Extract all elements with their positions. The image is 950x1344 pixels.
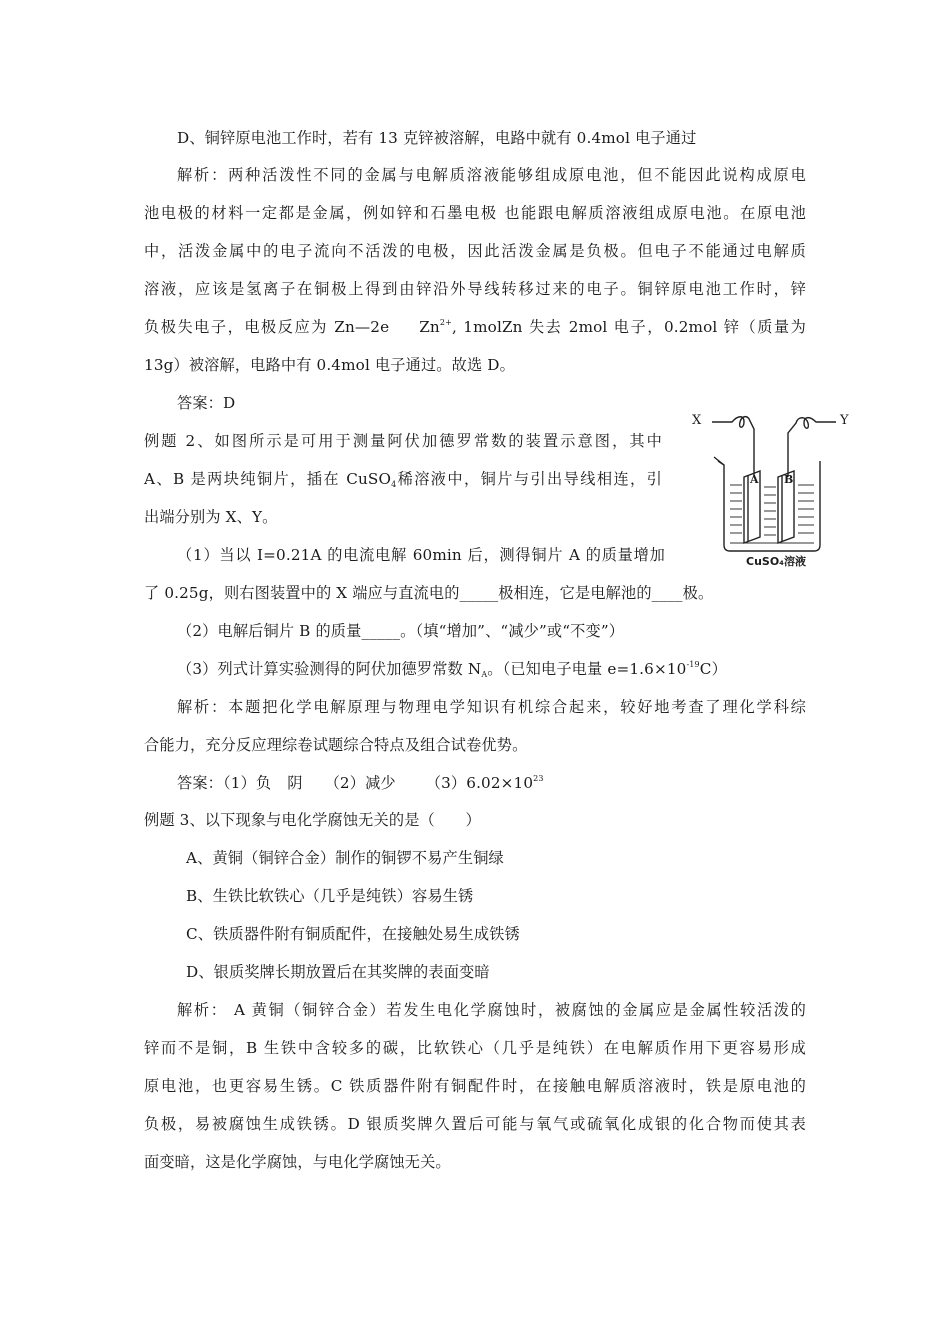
analysis-line: 解析：两种活泼性不同的金属与电解质溶液能够组成原电池，但不能因此说构成原电 bbox=[177, 166, 806, 184]
solution-caption: CuSO₄溶液 bbox=[746, 555, 806, 568]
superscript: 23 bbox=[533, 774, 544, 783]
analysis-line: 合能力，充分反应理综卷试题综合特点及组合试卷优势。 bbox=[144, 736, 528, 754]
option-b: B、生铁比软铁心（几乎是纯铁）容易生锈 bbox=[186, 887, 474, 905]
example-2-title: 例题 2、如图所示是可用于测量阿伏加德罗常数的装置示意图，其中 bbox=[144, 432, 662, 450]
text-seg: （3）6.02×10 bbox=[425, 774, 534, 792]
analysis-line: 负极，易被腐蚀生成铁锈。D 银质奖牌久置后可能与氧气或硫氧化成银的化合物而使其表 bbox=[144, 1115, 806, 1133]
example-3-title: 例题 3、以下现象与电化学腐蚀无关的是（ ） bbox=[144, 811, 481, 829]
text-seg: 阴 bbox=[287, 774, 303, 792]
option-d-line: D、铜锌原电池工作时，若有 13 克锌被溶解，电路中就有 0.4mol 电子通过 bbox=[177, 129, 697, 147]
analysis-line: 中，活泼金属中的电子流向不活泼的电极，因此活泼金属是负极。但电子不能通过电解质 bbox=[144, 242, 806, 260]
option-c: C、铁质器件附有铜质配件，在接触处易生成铁锈 bbox=[186, 925, 520, 943]
option-a: A、黄铜（铜锌合金）制作的铜锣不易产生铜绿 bbox=[186, 849, 504, 867]
subscript: A bbox=[481, 670, 488, 679]
analysis-line: 池电极的材料一定都是金属，例如锌和石墨电极 也能跟电解质溶液组成原电池。在原电池 bbox=[144, 204, 806, 222]
text-seg: 稀溶液中，铜片与引出导线相连，引 bbox=[396, 470, 662, 488]
analysis-line-equation bbox=[144, 317, 806, 337]
text-seg: 。（已知电子电量 e=1.6×10 bbox=[487, 660, 687, 678]
question-3 bbox=[177, 659, 727, 679]
electrolysis-diagram bbox=[690, 405, 860, 580]
analysis-line: 原电池，也更容易生锈。C 铁质器件附有铜配件时，在接触电解质溶液时，铁是原电池的 bbox=[144, 1077, 806, 1095]
equation-left: 负极失电子，电极反应为 Zn—2e bbox=[144, 318, 390, 336]
equation-right: , 1molZn 失去 2mol 电子，0.2mol 锌（质量为 bbox=[451, 318, 806, 336]
answer-line: 答案：D bbox=[177, 394, 236, 412]
equation-zn: Zn bbox=[419, 318, 440, 336]
analysis-line: 锌而不是铜，B 生铁中含较多的碳，比软铁心（几乎是纯铁）在电解质作用下更容易形成 bbox=[144, 1039, 806, 1057]
question-1: （1）当以 I=0.21A 的电流电解 60min 后，测得铜片 A 的质量增加 bbox=[177, 546, 665, 564]
analysis-line: 解析：本题把化学电解原理与物理电学知识有机综合起来，较好地考查了理化学科综 bbox=[177, 698, 806, 716]
text-seg: （2）减少 bbox=[324, 774, 396, 792]
text-seg: 答案：（1）负 bbox=[177, 774, 272, 792]
analysis-line: 13g）被溶解，电路中有 0.4mol 电子通过。故选 D。 bbox=[144, 356, 515, 374]
example-2-line: 出端分别为 X、Y。 bbox=[144, 508, 278, 526]
analysis-line: 溶液，应该是氢离子在铜极上得到由锌沿外导线转移过来的电子。铜锌原电池工作时，锌 bbox=[144, 280, 806, 298]
question-2: （2）电解后铜片 B 的质量_____。（填“增加”、“减少”或“不变”） bbox=[177, 622, 625, 640]
superscript: -19 bbox=[686, 660, 700, 669]
electrode-b-label: B bbox=[784, 473, 794, 486]
analysis-line: 解析： A 黄铜（铜锌合金）若发生电化学腐蚀时，被腐蚀的金属应是金属性较活泼的 bbox=[177, 1001, 806, 1019]
charge-superscript: 2+ bbox=[439, 318, 452, 327]
text-seg: A、B 是两块纯铜片，插在 CuSO bbox=[144, 470, 392, 488]
example-2-line bbox=[144, 469, 662, 489]
text-seg: C） bbox=[699, 660, 727, 678]
answer-line bbox=[177, 773, 544, 793]
terminal-x-label: X bbox=[692, 413, 702, 428]
analysis-line: 面变暗，这是化学腐蚀，与电化学腐蚀无关。 bbox=[144, 1153, 451, 1171]
terminal-y-label: Y bbox=[840, 413, 849, 428]
text-seg: （3）列式计算实验测得的阿伏加德罗常数 N bbox=[177, 660, 482, 678]
option-d: D、银质奖牌长期放置后在其奖牌的表面变暗 bbox=[186, 963, 490, 981]
question-1-cont: 了 0.25g，则右图装置中的 X 端应与直流电的_____极相连，它是电解池的____极。 bbox=[144, 584, 714, 602]
electrode-a-label: A bbox=[750, 473, 759, 486]
subscript: 4 bbox=[391, 480, 397, 489]
